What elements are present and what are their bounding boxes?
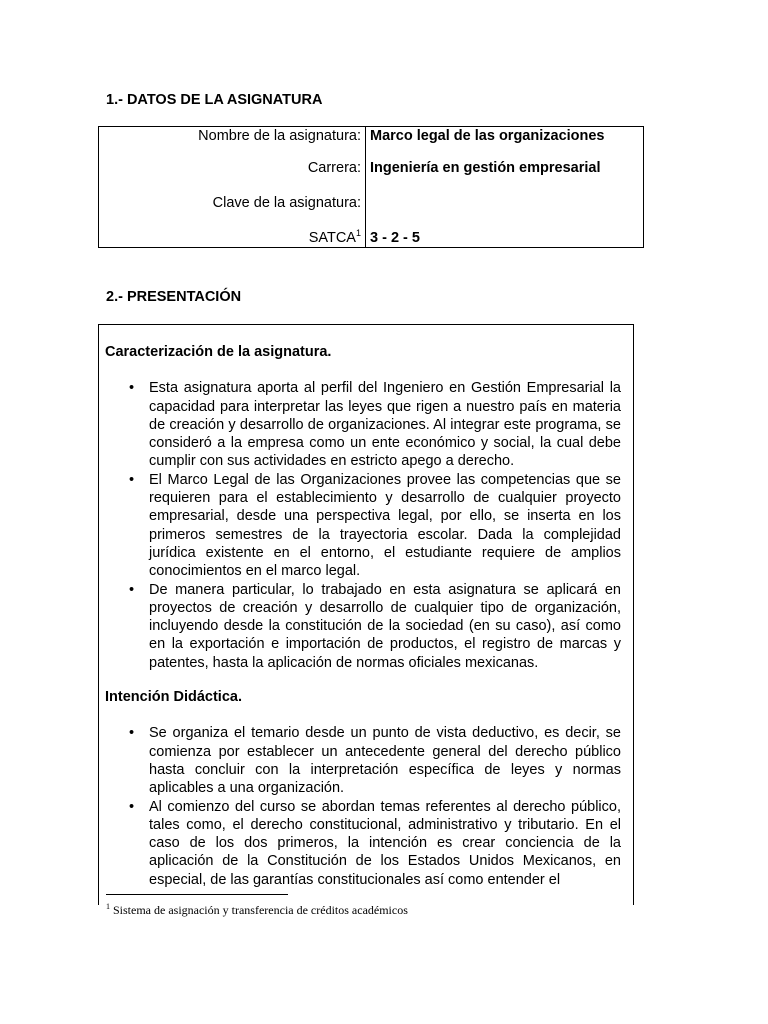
- label-nombre: Nombre de la asignatura:: [99, 127, 366, 151]
- list-item: • Se organiza el temario desde un punto de vista deductivo, es decir, se comienza por establecer un antecedente general del derecho público hasta concluir con la interpretación específica de leyes y normas aplicables a una organización.: [149, 724, 621, 797]
- intencion-list: [105, 724, 621, 889]
- label-carrera: Carrera:: [99, 150, 366, 185]
- table-row: [99, 185, 644, 220]
- section-title-datos: 1.- DATOS DE LA ASIGNATURA: [106, 92, 323, 108]
- intencion-heading: Intención Didáctica.: [105, 689, 242, 706]
- caracterizacion-list: [105, 379, 621, 672]
- footnote-text: Sistema de asignación y transferencia de créditos académicos: [113, 903, 408, 917]
- list-item: • De manera particular, lo trabajado en esta asignatura se aplicará en proyectos de creación y desarrollo de cualquier tipo de organización, incluyendo desde la constitución de la sociedad (en su caso), así como en la exportación e importación de productos, el registro de marcas y patentes, hasta la aplicación de normas oficiales mexicanas.: [149, 581, 621, 672]
- label-satca: [99, 220, 366, 248]
- table-row: [99, 220, 644, 248]
- footnote-mark: 1: [106, 902, 110, 911]
- presentacion-box: [98, 324, 634, 905]
- footnote: [106, 902, 408, 918]
- table-row: [99, 127, 644, 151]
- value-clave: [366, 185, 644, 220]
- value-satca: 3 - 2 - 5: [370, 230, 420, 246]
- table-row: [99, 150, 644, 185]
- list-item: • El Marco Legal de las Organizaciones provee las competencias que se requieren para el establecimiento y desarrollo de cualquier proyecto empresarial, desde una perspectiva legal, por ello, se inserta en los primeros semestres de la trayectoria escolar. Dada la complejidad jurídica existente en el entorno, el estudiante requiere de amplios conocimientos en el marco legal.: [149, 471, 621, 581]
- datos-asignatura-table: [98, 126, 644, 248]
- footnote-ref: 1: [355, 228, 361, 239]
- section-title-presentacion: 2.- PRESENTACIÓN: [106, 289, 242, 305]
- label-clave: Clave de la asignatura:: [99, 185, 366, 220]
- list-item: • Al comienzo del curso se abordan temas referentes al derecho público, tales como, el derecho constitucional, administrativo y tributario. En el caso de los dos primeros, la intención es crear conciencia de la aplicación de la Constitución de los Estados Unidos Mexicanos, en especial, de las garantías constitucionales así como entender el: [149, 798, 621, 889]
- satca-label-text: SATCA: [308, 230, 356, 246]
- caracterizacion-heading: Caracterización de la asignatura.: [105, 344, 332, 360]
- value-nombre: Marco legal de las organizaciones: [370, 128, 605, 144]
- list-item: • Esta asignatura aporta al perfil del Ingeniero en Gestión Empresarial la capacidad para interpretar las leyes que rigen a nuestro país en materia de creación y desarrollo de organizaciones. Al integrar este programa, se consideró a la empresa como un ente económico y social, la cual debe cumplir con sus actividades en estricto apego a derecho.: [149, 379, 621, 470]
- footnote-divider: [106, 894, 288, 895]
- value-carrera: Ingeniería en gestión empresarial: [370, 159, 601, 176]
